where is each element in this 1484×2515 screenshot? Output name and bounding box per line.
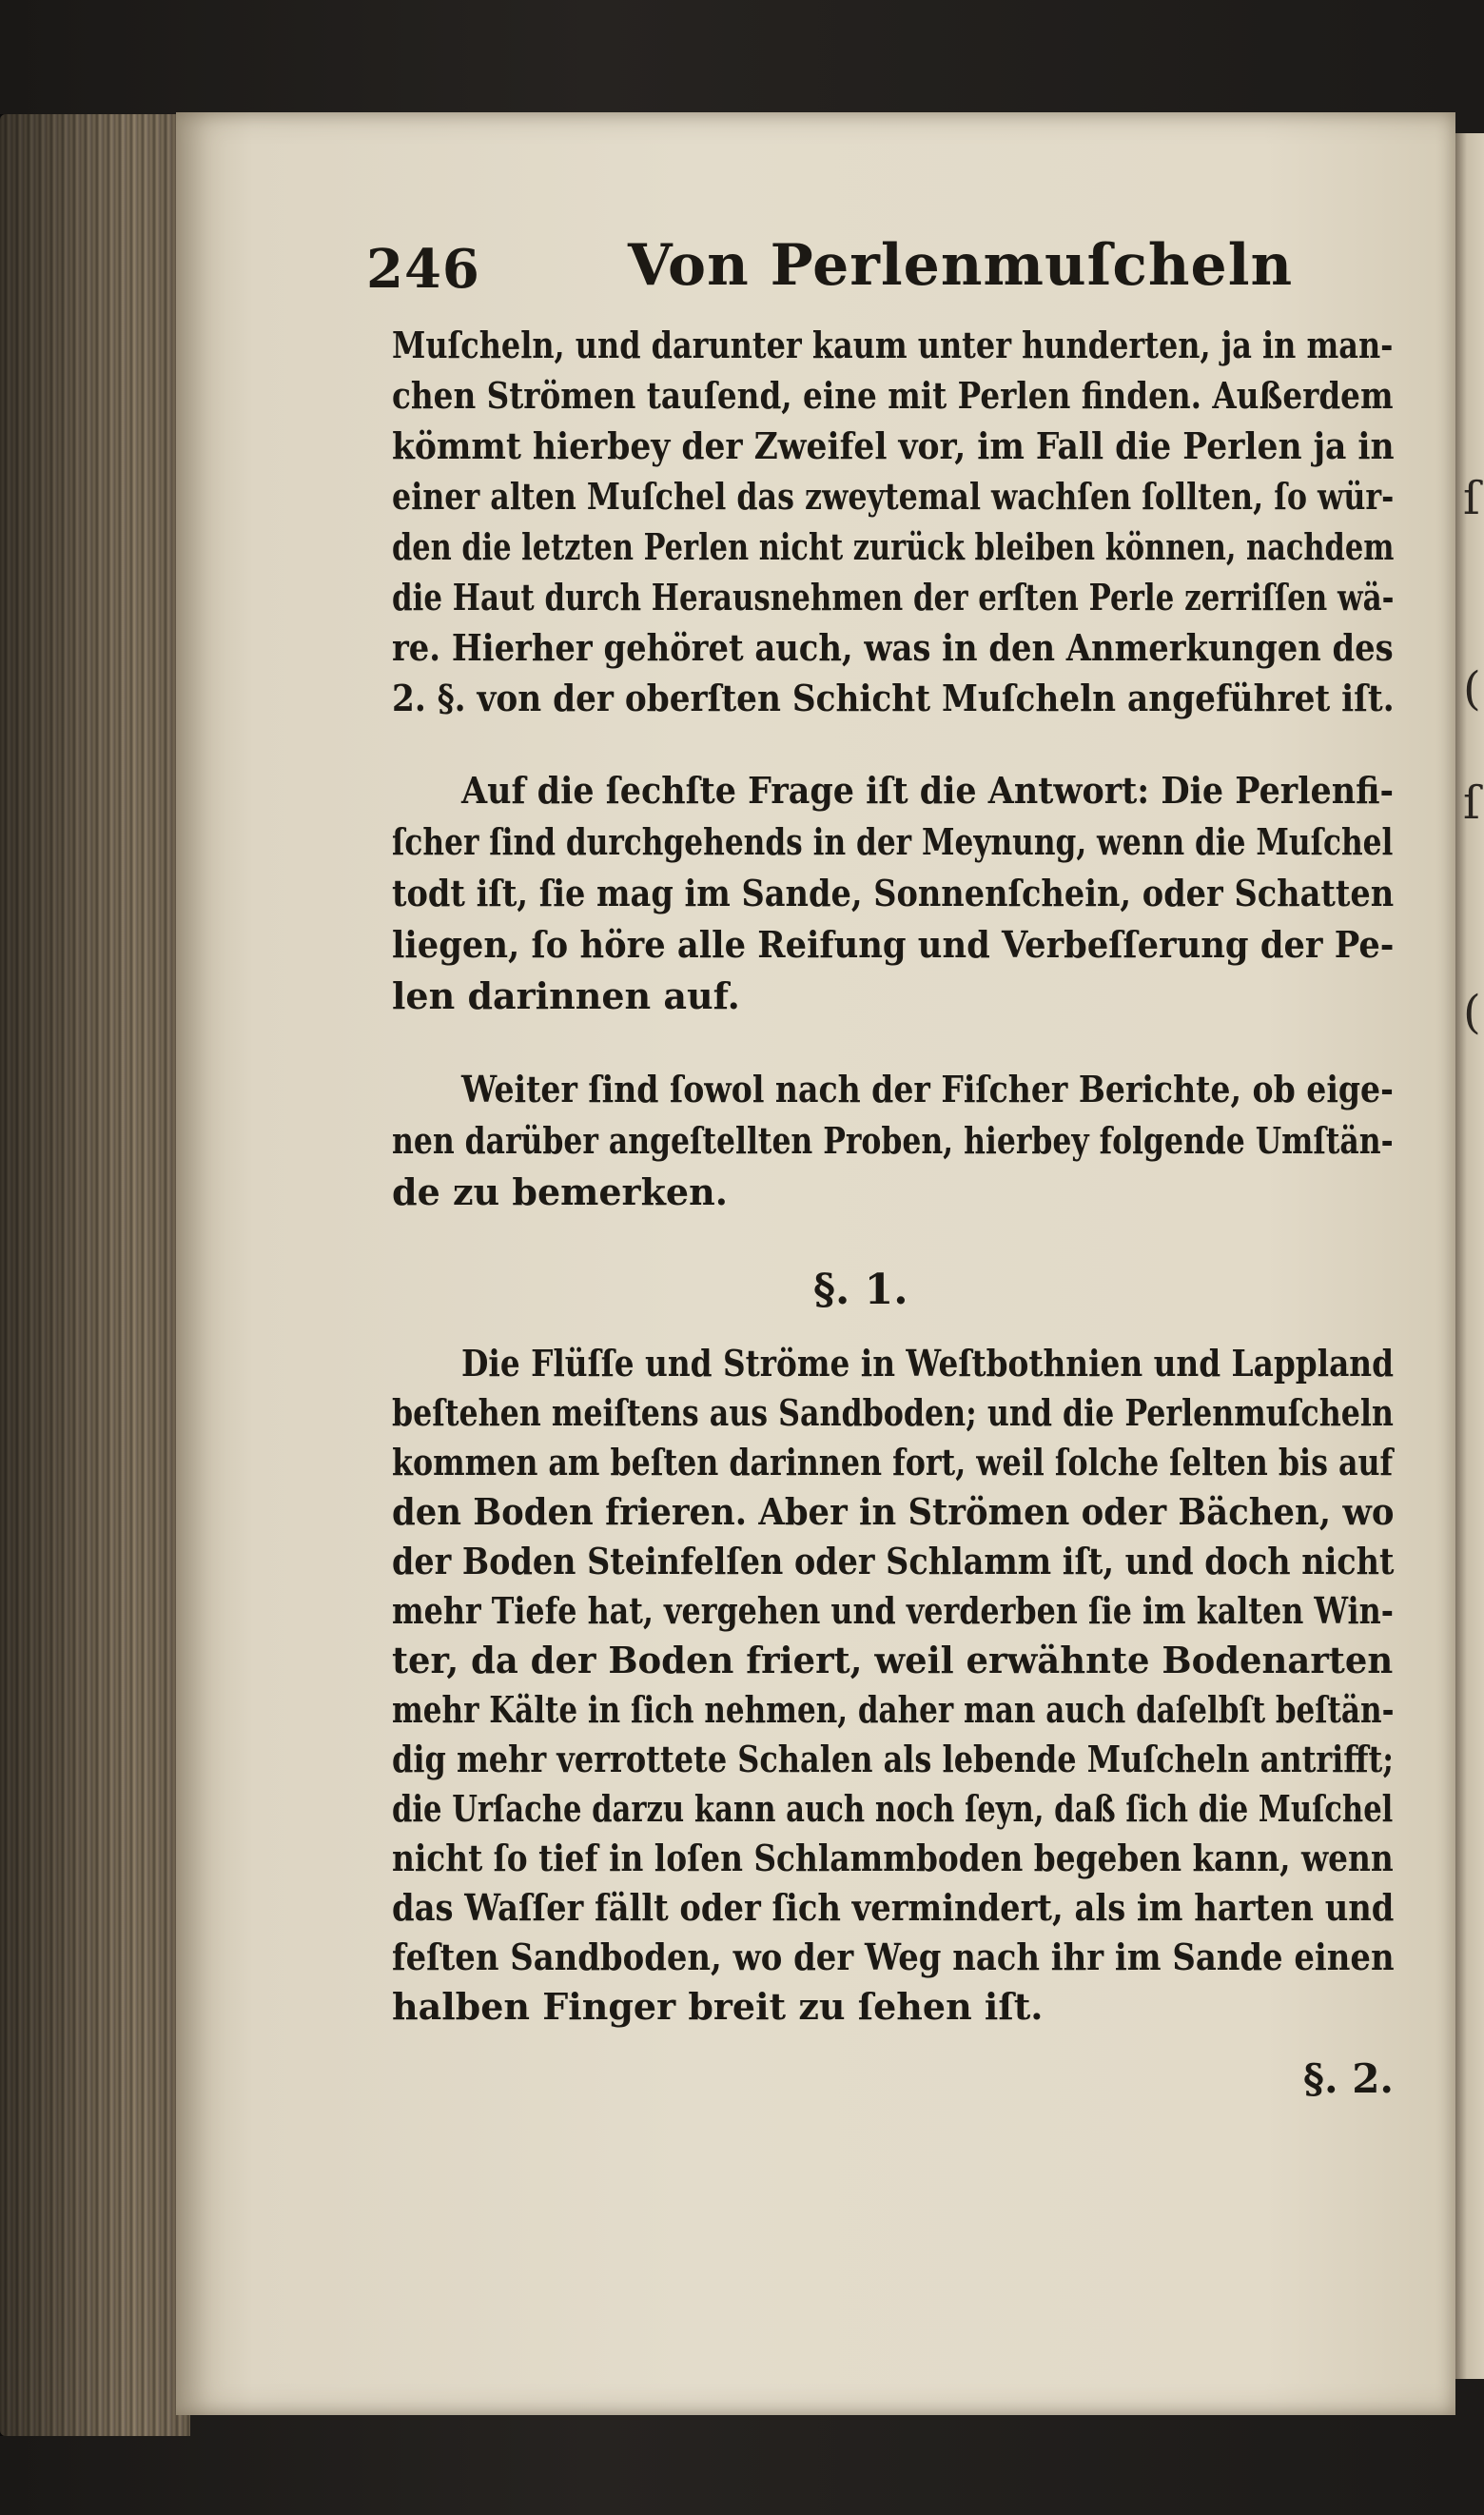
running-title: Von Perlenmuſcheln bbox=[628, 232, 1294, 299]
text-line: den Boden frieren. Aber in Strömen oder Bächen, wo bbox=[392, 1490, 1395, 1533]
text-line: Weiter ſind ſowol nach der Fiſcher Berichte, ob eige- bbox=[461, 1068, 1394, 1110]
page-number: 246 bbox=[366, 238, 480, 301]
facing-page-glyph: ſ bbox=[1463, 776, 1480, 830]
text-line: ter, da der Boden friert, weil erwähnte Bodenarten bbox=[392, 1639, 1394, 1681]
text-line: das Waſſer fällt oder ſich vermindert, als im harten und bbox=[392, 1886, 1395, 1929]
text-line: mehr Tiefe hat, vergehen und verderben ſie im kalten Win- bbox=[392, 1589, 1394, 1632]
text-line: der Boden Steinfelſen oder Schlamm iſt, und doch nicht bbox=[392, 1540, 1395, 1582]
text-line: kommen am beſten darinnen fort, weil ſolche ſelten bis auf bbox=[392, 1441, 1394, 1483]
text-line: todt iſt, ſie mag im Sande, Sonnenſchein, oder Schatten bbox=[392, 872, 1395, 914]
page-header bbox=[366, 232, 1413, 314]
text-line: Muſcheln, und darunter kaum unter hunderten, ja in man- bbox=[392, 324, 1394, 366]
page-block-edges bbox=[0, 114, 190, 2436]
text-line: mehr Kälte in ſich nehmen, daher man auch daſelbſt beſtän- bbox=[392, 1688, 1395, 1731]
facing-page-edge bbox=[1455, 133, 1484, 2379]
text-line: die Urſache darzu kann auch noch ſeyn, daß ſich die Muſchel bbox=[392, 1787, 1394, 1830]
text-line: Die Flüſſe und Ströme in Weſtbothnien und Lappland bbox=[461, 1342, 1395, 1385]
text-line: dig mehr verrottete Schalen als lebende Muſcheln antrifft; bbox=[392, 1738, 1395, 1780]
text-line: re. Hierher gehöret auch, was in den Anmerkungen des bbox=[392, 626, 1394, 669]
text-line: liegen, ſo höre alle Reifung und Verbeſſerung der Pe- bbox=[392, 923, 1395, 966]
facing-page-glyph: ( bbox=[1463, 662, 1481, 716]
text-line: Auf die ſechſte Frage iſt die Antwort: Die Perlenfi- bbox=[461, 769, 1394, 812]
section-heading: §. 1. bbox=[813, 1266, 908, 1314]
text-line: einer alten Muſchel das zweytemal wachſen ſollten, ſo wür- bbox=[392, 475, 1395, 518]
text-line: beſtehen meiſtens aus Sandboden; und die Perlenmuſcheln bbox=[392, 1391, 1394, 1434]
text-line: len darinnen auf. bbox=[392, 974, 740, 1017]
text-line: nen darüber angeſtellten Proben, hierbey folgende Umſtän- bbox=[392, 1119, 1394, 1162]
text-line: 2. §. von der oberſten Schicht Muſcheln angeführet iſt. bbox=[392, 677, 1395, 719]
text-line: halben Finger breit zu ſehen iſt. bbox=[392, 1985, 1044, 2028]
text-line: die Haut durch Herausnehmen der erſten Perle zerriſſen wä- bbox=[392, 576, 1395, 619]
text-line: chen Strömen tauſend, eine mit Perlen finden. Außerdem bbox=[392, 374, 1394, 417]
catchword: §. 2. bbox=[1303, 2055, 1395, 2102]
facing-page-glyph: ( bbox=[1463, 986, 1481, 1039]
facing-page-glyph: ſ bbox=[1463, 472, 1480, 525]
text-line: de zu bemerken. bbox=[392, 1170, 728, 1213]
text-line: den die letzten Perlen nicht zurück bleiben können, nachdem bbox=[392, 525, 1395, 568]
text-line: kömmt hierbey der Zweifel vor, im Fall die Perlen ja in bbox=[392, 424, 1395, 467]
text-line: ſcher ſind durchgehends in der Meynung, wenn die Muſchel bbox=[392, 820, 1394, 863]
text-line: feſten Sandboden, wo der Weg nach ihr im Sande einen bbox=[392, 1935, 1395, 1978]
text-line: nicht ſo tief in loſen Schlammboden begeben kann, wenn bbox=[392, 1837, 1394, 1879]
